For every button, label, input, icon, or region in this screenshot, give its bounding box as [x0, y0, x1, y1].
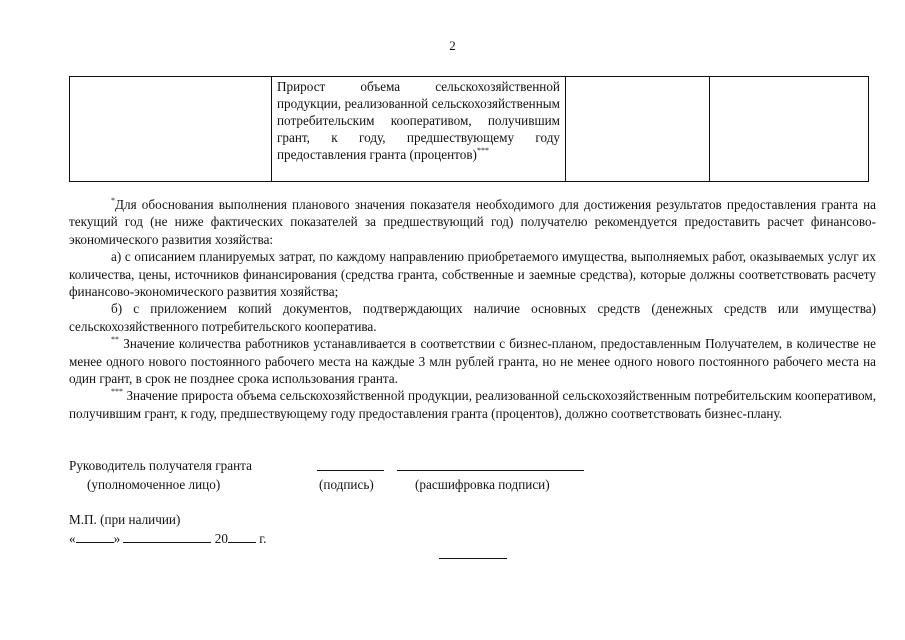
- stamp-label: М.П. (при наличии): [69, 512, 181, 527]
- footnote-mark: ***: [111, 387, 123, 397]
- transcript-line: [397, 458, 584, 471]
- table-row: [70, 77, 869, 182]
- footnote-text: Значение количества работников устанавливается в соответствии с бизнес-планом, предоставленным Получателем, в количестве не менее одного нового постоянного рабочего места на каждые 3 млн рублей гранта, но не менее одного нового постоянного рабочего места на один грант, в срок не позднее срока использования гранта.: [69, 336, 877, 387]
- end-divider: [439, 558, 507, 559]
- footnote-text: Для обоснования выполнения планового значения показателя необходимого для достижения результатов предоставления гранта на текущий год (не ниже фактических показателей за предшествующий год) получателю рекомендуется предоставить расчет финансово-экономического развития хозяйства:: [69, 197, 876, 247]
- indicator-text: Прирост объема сельскохозяйственной продукции, реализованной сельскохозяйственным потребительским кооперативом, получившим грант, к году, предшествующему году предоставления гранта (процентов): [277, 79, 560, 162]
- stamp-block: [69, 510, 266, 548]
- footnote-item-a: а) с описанием планируемых затрат, по каждому направлению приобретаемого имущества, выполняемых работ, оказываемых услуг их количества, цены, источников финансирования (средства гранта, собственные и заемные средства), которые должны соответствовать расчету финансово-экономического развития хозяйства;: [69, 249, 876, 300]
- table-cell-unit: [566, 77, 710, 182]
- date-line: « » 20 г.: [69, 531, 267, 546]
- table-cell-number: [70, 77, 272, 182]
- month-blank: [123, 530, 211, 543]
- footnotes: [69, 196, 876, 422]
- footnote-1: [69, 196, 876, 248]
- signature-line: [317, 458, 384, 471]
- footnote-mark: **: [111, 334, 119, 344]
- authorized-caption: (уполномоченное лицо): [87, 477, 221, 492]
- signature-caption: (подпись): [319, 477, 374, 492]
- footnote-2: [69, 335, 876, 387]
- table-cell-value: [710, 77, 869, 182]
- footnote-mark: ***: [476, 145, 489, 155]
- signature-block: [69, 458, 769, 496]
- footnote-item-b: б) с приложением копий документов, подтверждающих наличие основных средств (денежных средств или имущества) сельскохозяйственного потребительского кооператива.: [69, 301, 876, 334]
- year-blank: [228, 530, 256, 543]
- indicator-table: [69, 76, 869, 182]
- table-cell-indicator: [272, 77, 566, 182]
- head-label: Руководитель получателя гранта: [69, 458, 252, 473]
- page-number: 2: [449, 38, 456, 53]
- day-blank: [76, 530, 114, 543]
- transcript-caption: (расшифровка подписи): [415, 477, 550, 492]
- footnote-mark: *: [111, 195, 115, 205]
- footnote-3: [69, 387, 876, 422]
- footnote-text: Значение прироста объема сельскохозяйственной продукции, реализованной сельскохозяйственным потребительским кооперативом, получившим грант, к году, предшествующему году предоставления гранта (процентов), должно соответствовать бизнес-плану.: [69, 388, 876, 421]
